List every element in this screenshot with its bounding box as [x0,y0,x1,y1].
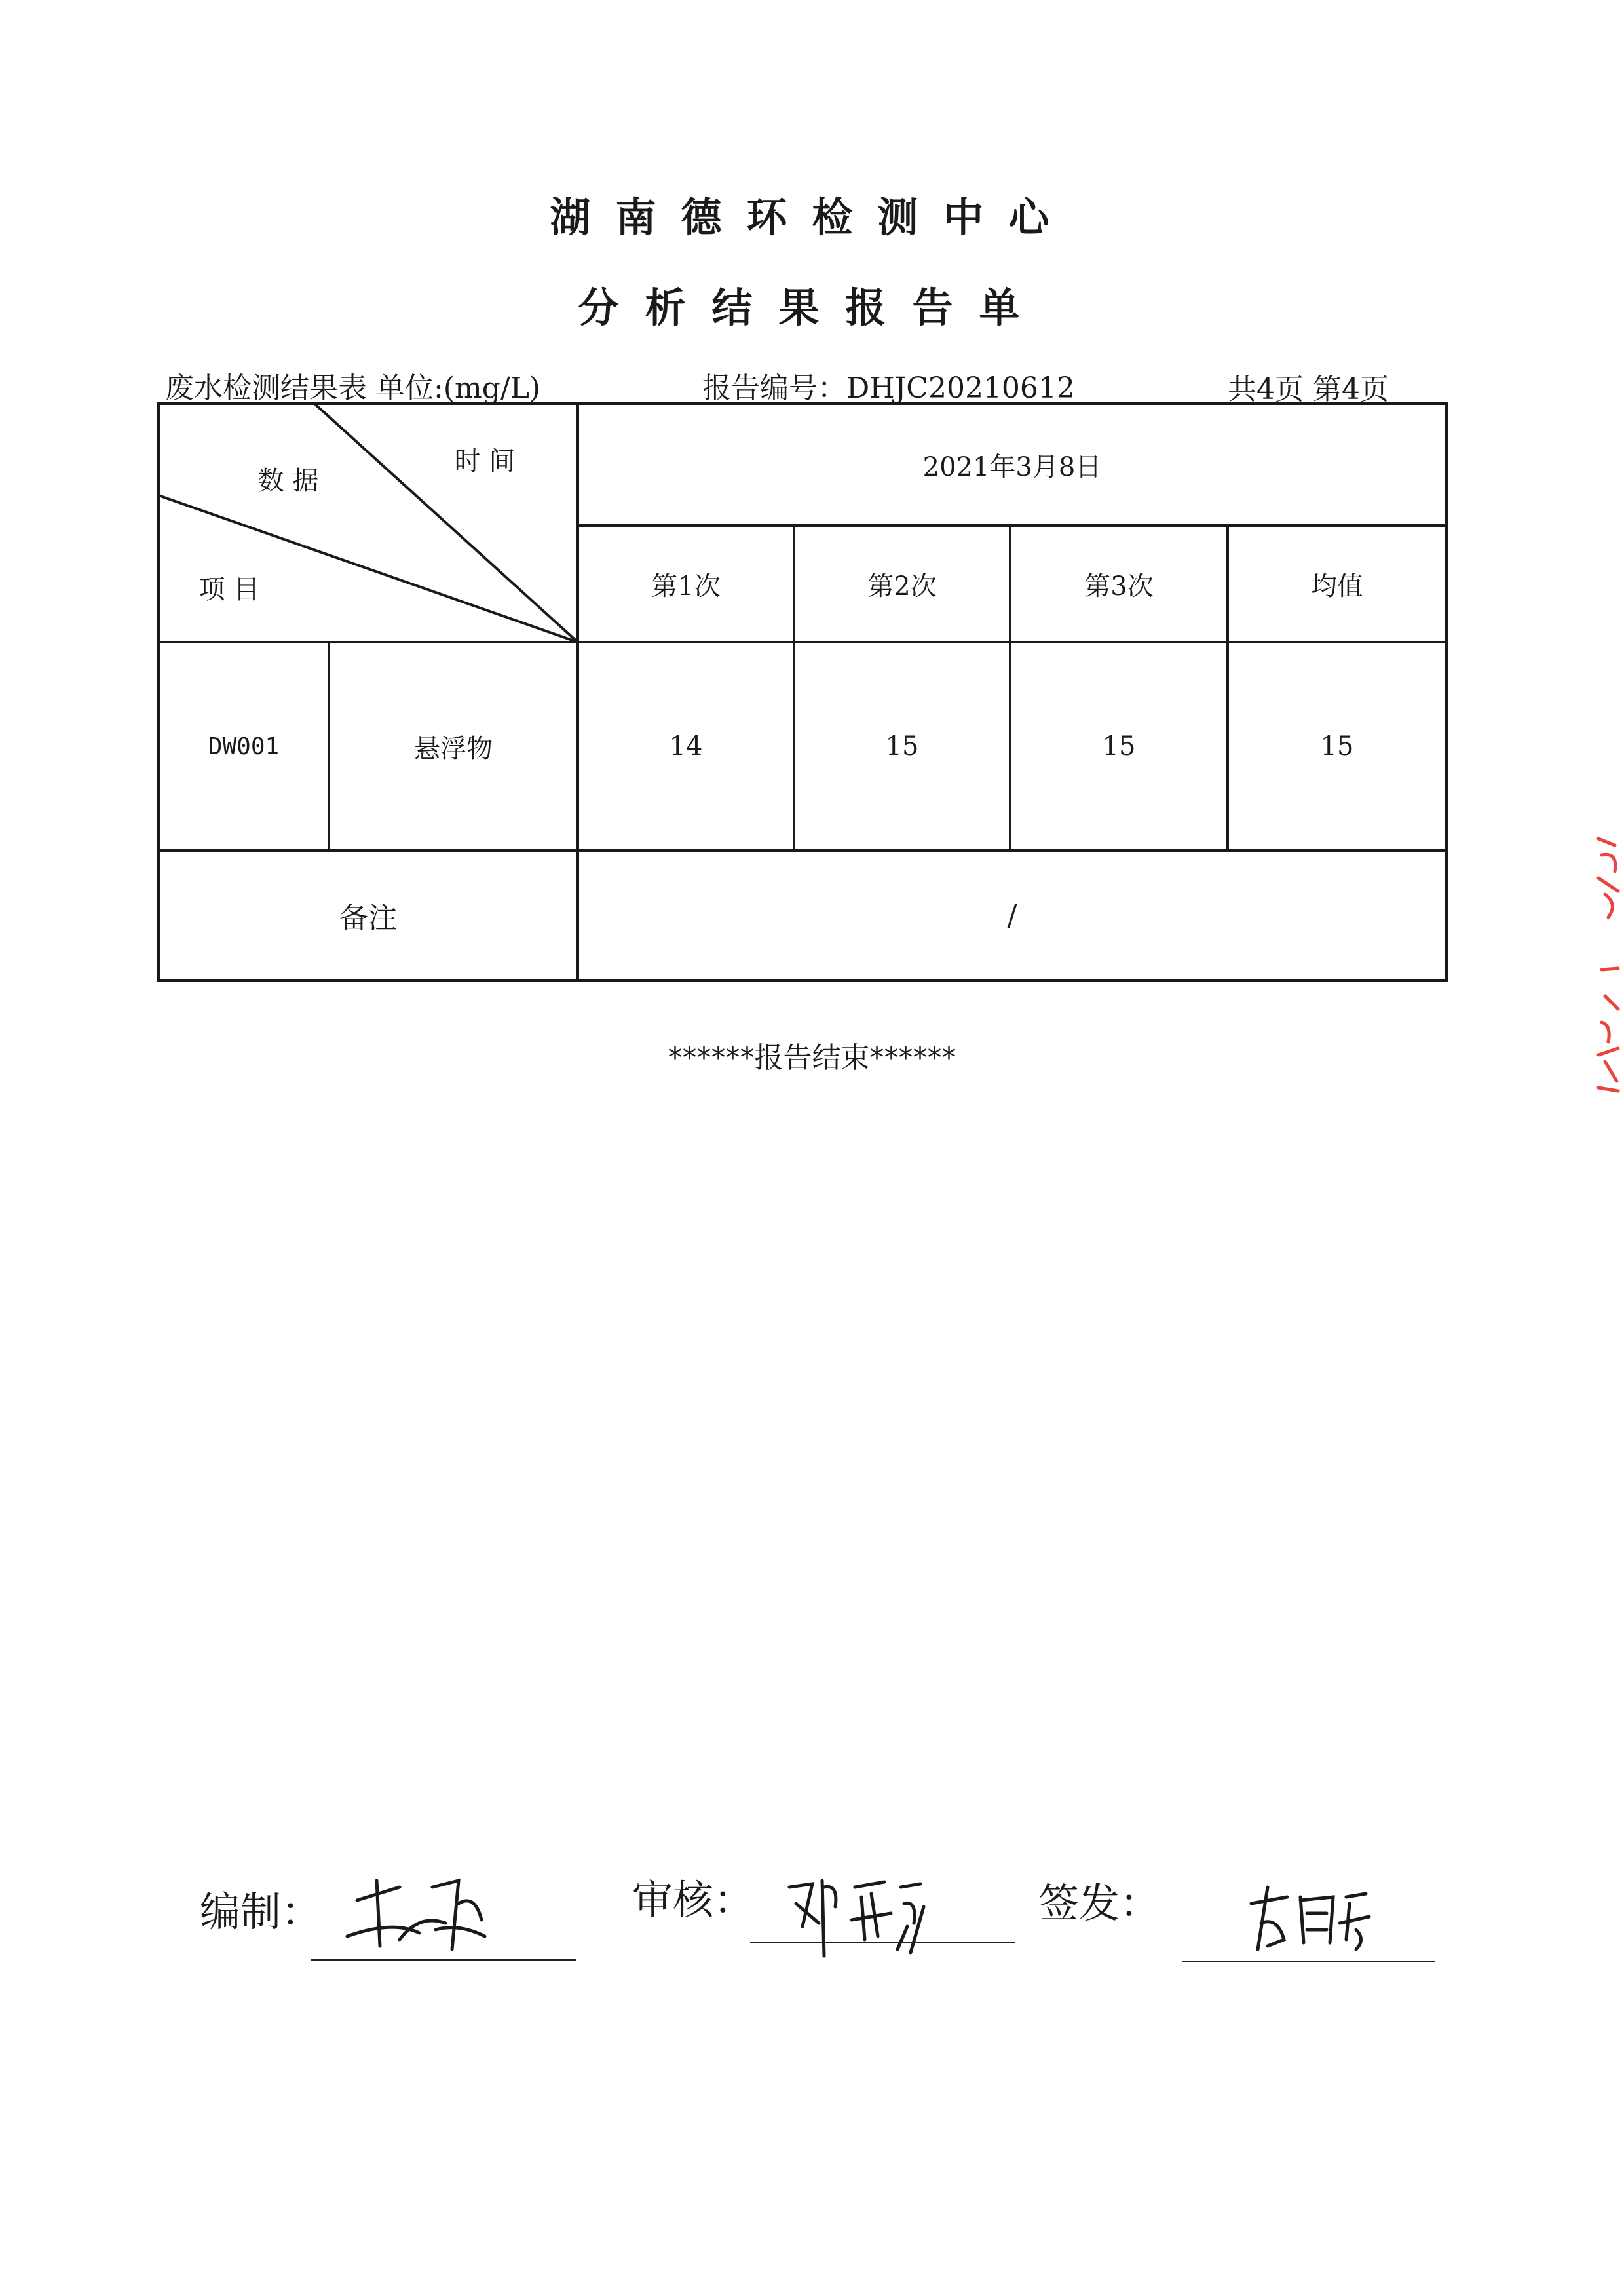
report-end-marker: ******报告结束****** [668,1041,956,1075]
column-header-3: 第3次 [1084,571,1154,602]
column-header-mean: 均值 [1311,571,1363,602]
remark-label: 备注 [339,902,397,935]
report-title: 分析结果报告单 [578,284,1046,332]
value-mean: 15 [1320,731,1354,761]
sampling-point: DW001 [208,733,280,760]
value-2: 15 [885,731,919,761]
page-info: 共4页 第4页 [1228,373,1389,406]
organization-name: 湖南德环检测中心 [550,193,1074,241]
test-item: 悬浮物 [414,733,493,764]
compile-label: 编制： [200,1888,322,1936]
value-1: 14 [669,731,703,761]
table-caption: 废水检测结果表 单位:(mg/L) [165,372,541,405]
report-number: 报告编号：DHJC20210612 [702,372,1075,405]
diag-item-label: 项 目 [198,574,260,605]
diag-time-label: 时 间 [454,446,516,476]
sampling-date: 2021年3月8日 [922,451,1102,482]
review-label: 审核： [632,1876,755,1924]
remark-value: / [1007,898,1017,932]
column-header-2: 第2次 [867,571,937,602]
diag-data-label: 数 据 [257,465,319,496]
value-3: 15 [1102,731,1136,761]
column-header-1: 第1次 [651,571,721,602]
issue-label: 签发： [1038,1879,1161,1927]
